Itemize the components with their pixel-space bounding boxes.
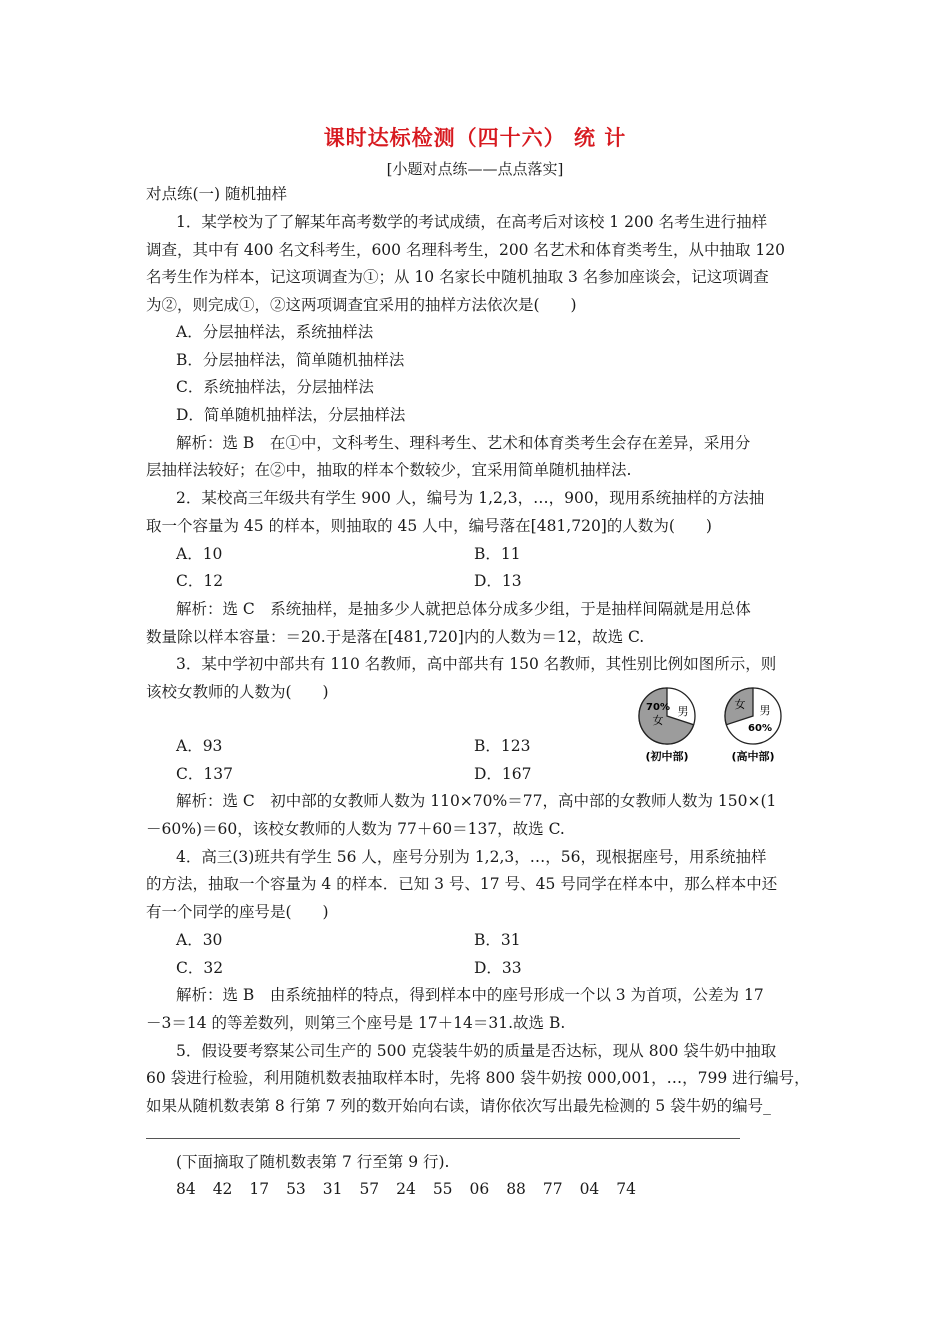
q3-option-b: B．123 — [474, 737, 531, 755]
q5-note: (下面摘取了随机数表第 7 行至第 9 行). — [176, 1153, 450, 1171]
pie-junior — [639, 688, 695, 763]
q1-line-4: 为②，则完成①，②这两项调查宜采用的抽样方法依次是( ) — [146, 296, 577, 314]
page-title: 课时达标检测（四十六） 统 计 — [323, 126, 627, 150]
q3-answer-line-1: 解析：选 C 初中部的女教师人数为 110×70%＝77，高中部的女教师人数为 150×(1 — [176, 792, 777, 810]
q4-answer-line-1: 解析：选 B 由系统抽样的特点，得到样本中的座号形成一个以 3 为首项，公差为 17 — [176, 986, 764, 1004]
random-number: 55 — [432, 1180, 453, 1198]
pie-senior-female-label: 女 — [734, 698, 746, 711]
q1-line-1: 1．某学校为了了解某年高考数学的考试成绩，在高考后对该校 1 200 名考生进行抽样 — [176, 213, 768, 231]
pie-junior-male-label: 男 — [677, 705, 689, 718]
random-number: 74 — [616, 1180, 636, 1198]
q4-option-d: D．33 — [474, 959, 522, 977]
pie-senior-caption: (高中部) — [731, 750, 775, 763]
q1-option-a: A．分层抽样法，系统抽样法 — [176, 323, 374, 341]
random-number-row — [176, 1180, 653, 1198]
q1-line-3: 名考生作为样本，记这项调查为①；从 10 名家长中随机抽取 3 名参加座谈会，记这项调查 — [146, 268, 769, 286]
q1-line-2: 调查，其中有 400 名文科考生，600 名理科考生，200 名艺术和体育类考生，从中抽取 120 — [146, 241, 785, 259]
random-number: 31 — [322, 1180, 343, 1198]
random-number: 42 — [212, 1180, 233, 1198]
random-number: 57 — [359, 1180, 380, 1198]
q3-option-c: C．137 — [176, 765, 233, 783]
pie-senior-pct-label: 60% — [748, 723, 772, 734]
q4-line-1: 4．高三(3)班共有学生 56 人，座号分别为 1,2,3，…，56，现根据座号，用系统抽样 — [176, 848, 767, 866]
q1-option-d: D．简单随机抽样法，分层抽样法 — [176, 406, 406, 424]
q3-answer-line-2: －60%)＝60，该校女教师的人数为 77＋60＝137，故选 C. — [146, 820, 565, 838]
random-number: 53 — [286, 1180, 306, 1198]
random-number: 06 — [469, 1180, 490, 1198]
q2-option-d: D．13 — [474, 572, 522, 590]
q3-option-d: D．167 — [474, 765, 532, 783]
q1-answer-line-1: 解析：选 B 在①中，文科考生、理科考生、艺术和体育类考生会存在差异，采用分 — [176, 434, 751, 452]
q4-option-b: B．31 — [474, 931, 521, 949]
q5-line-3: 如果从随机数表第 8 行第 7 列的数开始向右读，请你依次写出最先检测的 5 袋牛奶的编号_ — [146, 1097, 771, 1115]
q4-option-c: C．32 — [176, 959, 224, 977]
pie-senior-male-label: 男 — [759, 704, 771, 717]
q1-option-b: B．分层抽样法，简单随机抽样法 — [176, 351, 405, 369]
pie-senior — [725, 688, 781, 763]
q4-option-a: A．30 — [176, 931, 223, 949]
q2-option-c: C．12 — [176, 572, 224, 590]
random-number: 84 — [176, 1180, 196, 1198]
q3-option-a: A．93 — [176, 737, 223, 755]
random-number: 88 — [506, 1180, 526, 1198]
q2-option-a: A．10 — [176, 545, 223, 563]
section-heading: 对点练(一) 随机抽样 — [146, 185, 288, 203]
random-number: 77 — [542, 1180, 563, 1198]
q4-line-3: 有一个同学的座号是( ) — [146, 903, 329, 921]
teacher-gender-pie-charts — [636, 684, 786, 768]
q2-line-2: 取一个容量为 45 的样本，则抽取的 45 人中，编号落在[481,720]的人数为( ) — [146, 517, 712, 535]
random-number: 24 — [396, 1180, 416, 1198]
random-number: 17 — [249, 1180, 270, 1198]
answer-blank-line — [146, 1138, 740, 1139]
q1-answer-line-2: 层抽样法较好；在②中，抽取的样本个数较少，宜采用简单随机抽样法. — [146, 461, 632, 479]
pie-junior-female-label: 女 — [652, 714, 664, 727]
q1-option-c: C．系统抽样法，分层抽样法 — [176, 378, 374, 396]
q2-answer-line-2: 数量除以样本容量：＝20.于是落在[481,720]内的人数为＝12，故选 C. — [146, 628, 645, 646]
random-number: 04 — [579, 1180, 600, 1198]
q4-line-2: 的方法，抽取一个容量为 4 的样本．已知 3 号、17 号、45 号同学在样本中，那么样本中还 — [146, 875, 778, 893]
q2-line-1: 2．某校高三年级共有学生 900 人，编号为 1,2,3，…，900，现用系统抽样的方法抽 — [176, 489, 765, 507]
pie-junior-caption: (初中部) — [645, 750, 689, 763]
pie-junior-pct-label: 70% — [646, 702, 670, 713]
q5-line-1: 5．假设要考察某公司生产的 500 克袋装牛奶的质量是否达标，现从 800 袋牛奶中抽取 — [176, 1042, 777, 1060]
q2-answer-line-1: 解析：选 C 系统抽样，是抽多少人就把总体分成多少组，于是抽样间隔就是用总体 — [176, 600, 751, 618]
q3-line-2: 该校女教师的人数为( ) — [146, 683, 329, 701]
q2-option-b: B．11 — [474, 545, 521, 563]
q3-line-1: 3．某中学初中部共有 110 名教师，高中部共有 150 名教师，其性别比例如图所示，则 — [176, 655, 777, 673]
page-subtitle: [小题对点练——点点落实] — [386, 160, 564, 178]
q4-answer-line-2: －3＝14 的等差数列，则第三个座号是 17＋14＝31.故选 B. — [146, 1014, 566, 1032]
q5-line-2: 60 袋进行检验，利用随机数表抽取样本时，先将 800 袋牛奶按 000,001，…，799 进行编号， — [146, 1069, 810, 1087]
